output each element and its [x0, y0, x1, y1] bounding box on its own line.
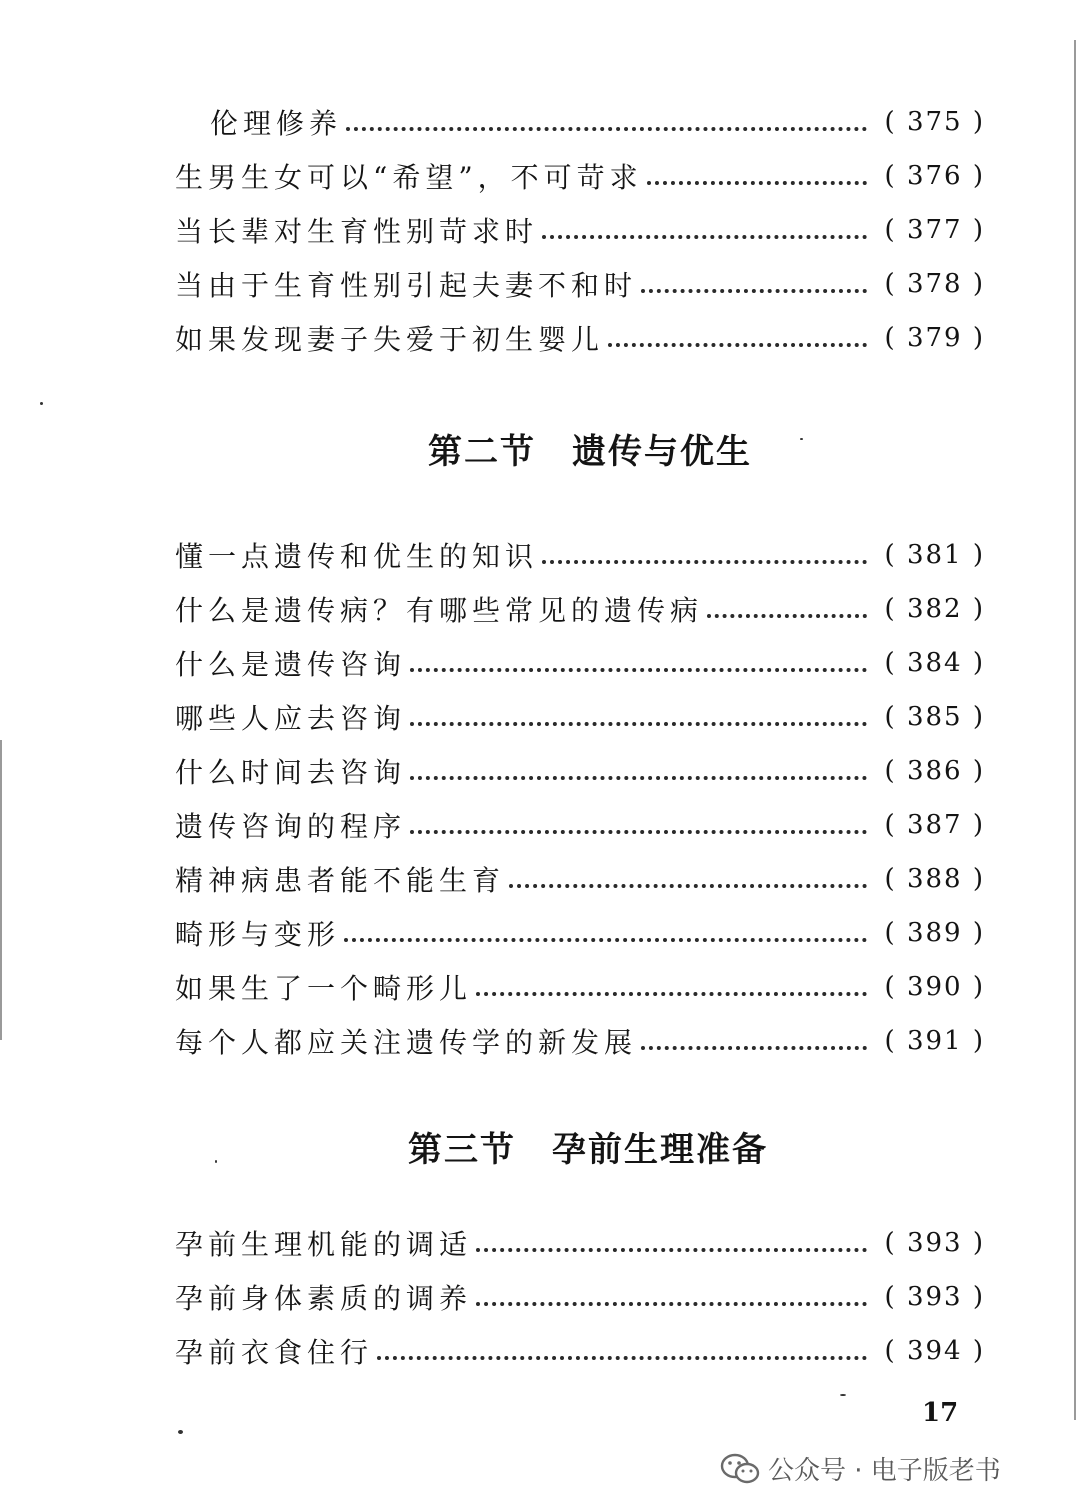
toc-entry [175, 203, 985, 257]
dot-leader [410, 774, 867, 780]
toc-entry-list [175, 95, 985, 365]
toc-entry-page: ( 393 ) [884, 1228, 985, 1258]
toc-entry-title: 如果发现妻子失爱于初生婴儿 [175, 323, 605, 356]
toc-entry [175, 149, 985, 203]
toc-entry [175, 798, 985, 852]
page-number: 17 [922, 1398, 959, 1428]
toc-entry [175, 582, 985, 636]
dot-leader [344, 936, 867, 942]
toc-entry-title: 当长辈对生育性别苛求时 [175, 215, 539, 248]
dot-leader [346, 125, 867, 131]
section-heading [428, 424, 752, 473]
scan-speck [40, 402, 43, 405]
toc-entry-title: 遗传咨询的程序 [175, 810, 407, 843]
scan-edge-line [0, 740, 2, 1040]
toc-entry-page: ( 393 ) [884, 1282, 985, 1312]
toc-entry-page: ( 390 ) [884, 972, 985, 1002]
toc-entry [175, 257, 985, 311]
toc-entry-title: 畸形与变形 [175, 918, 341, 951]
toc-entry-page: ( 387 ) [884, 810, 985, 840]
toc-entry-page: ( 386 ) [884, 756, 985, 786]
section-name: 孕前生理准备 [552, 1130, 768, 1170]
toc-entry [175, 744, 985, 798]
toc-entry [175, 1270, 985, 1324]
toc-entry-page: ( 375 ) [884, 107, 985, 137]
dot-leader [410, 828, 867, 834]
dot-leader [707, 612, 867, 618]
toc-entry-page: ( 385 ) [884, 702, 985, 732]
toc-entry [175, 1014, 985, 1068]
dot-leader [509, 882, 867, 888]
toc-entry [175, 95, 985, 149]
scan-speck [800, 438, 803, 440]
toc-entry-page: ( 376 ) [884, 161, 985, 191]
toc-entry [175, 852, 985, 906]
toc-entry-list [175, 1216, 985, 1378]
toc-entry-page: ( 394 ) [884, 1336, 985, 1366]
scan-speck [215, 1160, 217, 1163]
toc-entry-title: 如果生了一个畸形儿 [175, 972, 473, 1005]
toc-entry-list [175, 528, 985, 1068]
dot-leader [542, 558, 867, 564]
dot-leader [641, 1044, 867, 1050]
toc-entry-title: 孕前衣食住行 [175, 1336, 374, 1369]
section-label: 第三节 [408, 1130, 516, 1170]
dot-leader [641, 287, 867, 293]
toc-entry-page: ( 379 ) [884, 323, 985, 353]
section-name: 遗传与优生 [572, 432, 752, 472]
toc-entry [175, 528, 985, 582]
toc-entry-title: 精神病患者能不能生育 [175, 864, 506, 897]
toc-entry-title: 孕前身体素质的调养 [175, 1282, 473, 1315]
wechat-icon [720, 1452, 760, 1486]
toc-entry-title: 当由于生育性别引起夫妻不和时 [175, 269, 638, 302]
toc-entry-title: 每个人都应关注遗传学的新发展 [175, 1026, 638, 1059]
toc-entry-page: ( 382 ) [884, 594, 985, 624]
toc-entry-title: 孕前生理机能的调适 [175, 1228, 473, 1261]
toc-entry [175, 311, 985, 365]
toc-entry [175, 1324, 985, 1378]
toc-entry-page: ( 378 ) [884, 269, 985, 299]
dot-leader [476, 1300, 867, 1306]
toc-entry-title: 伦理修养 [210, 107, 343, 140]
dot-leader [476, 1246, 867, 1252]
dot-leader [542, 233, 867, 239]
dot-leader [476, 990, 867, 996]
toc-entry-title: 什么是遗传咨询 [175, 648, 407, 681]
toc-entry-page: ( 377 ) [884, 215, 985, 245]
watermark [720, 1450, 1001, 1487]
watermark-text: 公众号 · 电子版老书 [768, 1456, 1001, 1486]
toc-entry-title: 哪些人应去咨询 [175, 702, 407, 735]
scan-speck [178, 1430, 183, 1434]
toc-entry-page: ( 388 ) [884, 864, 985, 894]
dot-leader [608, 341, 867, 347]
dot-leader [377, 1354, 867, 1360]
toc-entry-title: 生男生女可以“希望”，不可苛求 [175, 161, 643, 194]
toc-entry [175, 690, 985, 744]
toc-entry [175, 906, 985, 960]
scan-speck [840, 1394, 846, 1396]
dot-leader [410, 720, 867, 726]
toc-entry-page: ( 381 ) [884, 540, 985, 570]
toc-entry-title: 什么是遗传病？有哪些常见的遗传病 [175, 594, 704, 627]
toc-entry [175, 1216, 985, 1270]
dot-leader [647, 179, 867, 185]
scan-edge-line [1074, 40, 1076, 1420]
dot-leader [410, 666, 867, 672]
section-label: 第二节 [428, 432, 536, 472]
toc-entry [175, 960, 985, 1014]
toc-entry-title: 懂一点遗传和优生的知识 [175, 540, 539, 573]
toc-entry-title: 什么时间去咨询 [175, 756, 407, 789]
section-heading [408, 1122, 768, 1171]
toc-entry-page: ( 389 ) [884, 918, 985, 948]
toc-entry-page: ( 391 ) [884, 1026, 985, 1056]
toc-entry [175, 636, 985, 690]
toc-entry-page: ( 384 ) [884, 648, 985, 678]
